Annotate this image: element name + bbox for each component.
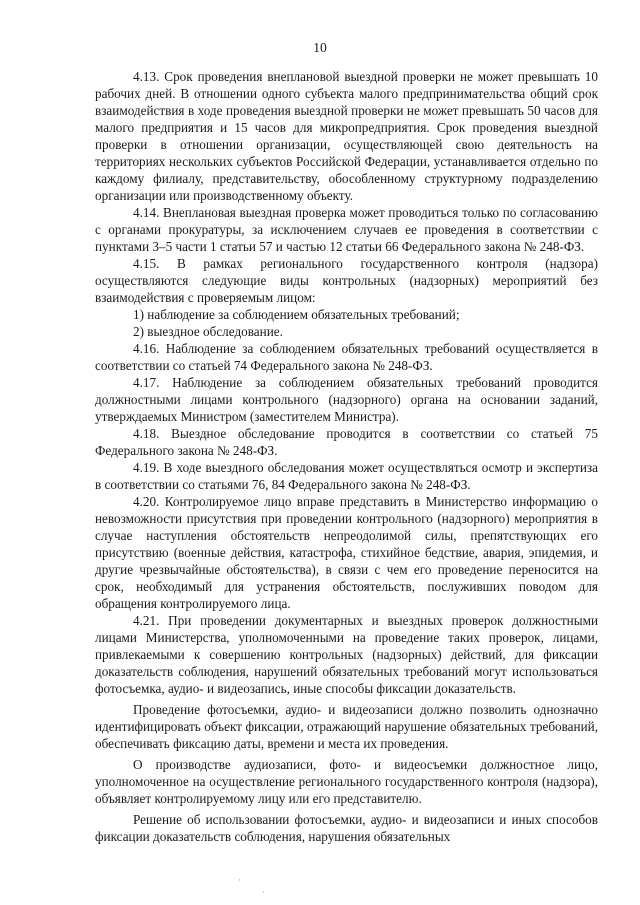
- paragraph-4-14: 4.14. Внеплановая выездная проверка может проводиться только по согласованию с органами прокуратуры, за исключением случаев ее проведения в соответствии с пунктами 3–5 части 1 статьи 57 и частью 12 статьи 66 Федерального закона № 248-ФЗ.: [95, 205, 598, 254]
- paragraph-4-13: 4.13. Срок проведения внеплановой выездной проверки не может превышать 10 рабочих дней. В отношении одного субъекта малого предпринимательства общий срок взаимодействия в ходе проведения выездной проверки не может превышать 50 часов для малого предприятия и 15 часов для микропредприятия. Срок проведения выездной проверки в отношении организации, осуществляющей свою деятельность на территориях нескольких субъектов Российской Федерации, устанавливается отдельно по каждому филиалу, представительству, обособленному структурному подразделению организации или производственному объекту.: [95, 69, 598, 203]
- document-body: [95, 68, 598, 845]
- scan-artifact: ·: [238, 876, 241, 886]
- paragraph-4-16: 4.16. Наблюдение за соблюдением обязательных требований осуществляется в соответствии со статьей 74 Федерального закона № 248-ФЗ.: [95, 341, 598, 373]
- paragraph-decision: Решение об использовании фотосъемки, аудио- и видеозаписи и иных способов фиксации доказательств соблюдения, нарушения обязательных: [95, 812, 598, 844]
- paragraph-4-20: 4.20. Контролируемое лицо вправе представить в Министерство информацию о невозможности присутствия при проведении контрольного (надзорного) мероприятия в случае наступления обстоятельств непреодолимой силы, препятствующих его присутствию (военные действия, катастрофа, стихийное бедствие, авария, эпидемия, и другие чрезвычайные обстоятельства), в связи с чем его проведение переносится на срок, необходимый для устранения обстоятельств, послуживших поводом для обращения контролируемого лица.: [95, 494, 598, 611]
- paragraph-4-17: 4.17. Наблюдение за соблюдением обязательных требований проводится должностными лицами контрольного (надзорного) органа на основании заданий, утверждаемых Министром (заместителем Министра).: [95, 375, 598, 424]
- paragraph-4-15: 4.15. В рамках регионального государственного контроля (надзора) осуществляются следующие виды контрольных (надзорных) мероприятий без взаимодействия с проверяемым лицом:: [95, 256, 598, 305]
- scan-artifact: ·: [262, 888, 265, 898]
- list-item-field-survey: 2) выездное обследование.: [133, 324, 283, 339]
- paragraph-4-21: 4.21. При проведении документарных и выездных проверок должностными лицами Министерства, уполномоченными на проведение таких проверок, лицами, привлекаемыми к совершению контрольных (надзорных) действий, для фиксации доказательств соблюдения, нарушений обязательных требований могут использоваться фотосъемка, аудио- и видеозапись, иные способы фиксации доказательств.: [95, 613, 598, 696]
- paragraph-audio-announcement: О производстве аудиозаписи, фото- и видеосъемки должностное лицо, уполномоченное на осуществление регионального государственного контроля (надзора), объявляет контролируемому лицу или его представителю.: [95, 757, 598, 806]
- page-number: 10: [313, 40, 327, 55]
- paragraph-photo-video: Проведение фотосъемки, аудио- и видеозаписи должно позволить однозначно идентифицировать объект фиксации, отражающий нарушение обязательных требований, обеспечивать фиксацию даты, времени и места их проведения.: [95, 702, 598, 751]
- paragraph-4-18: 4.18. Выездное обследование проводится в соответствии со статьей 75 Федерального закона № 248-ФЗ.: [95, 426, 598, 458]
- list-item-observation: 1) наблюдение за соблюдением обязательных требований;: [133, 307, 460, 322]
- paragraph-4-19: 4.19. В ходе выездного обследования может осуществляться осмотр и экспертиза в соответствии со статьями 76, 84 Федерального закона № 248-ФЗ.: [95, 460, 598, 492]
